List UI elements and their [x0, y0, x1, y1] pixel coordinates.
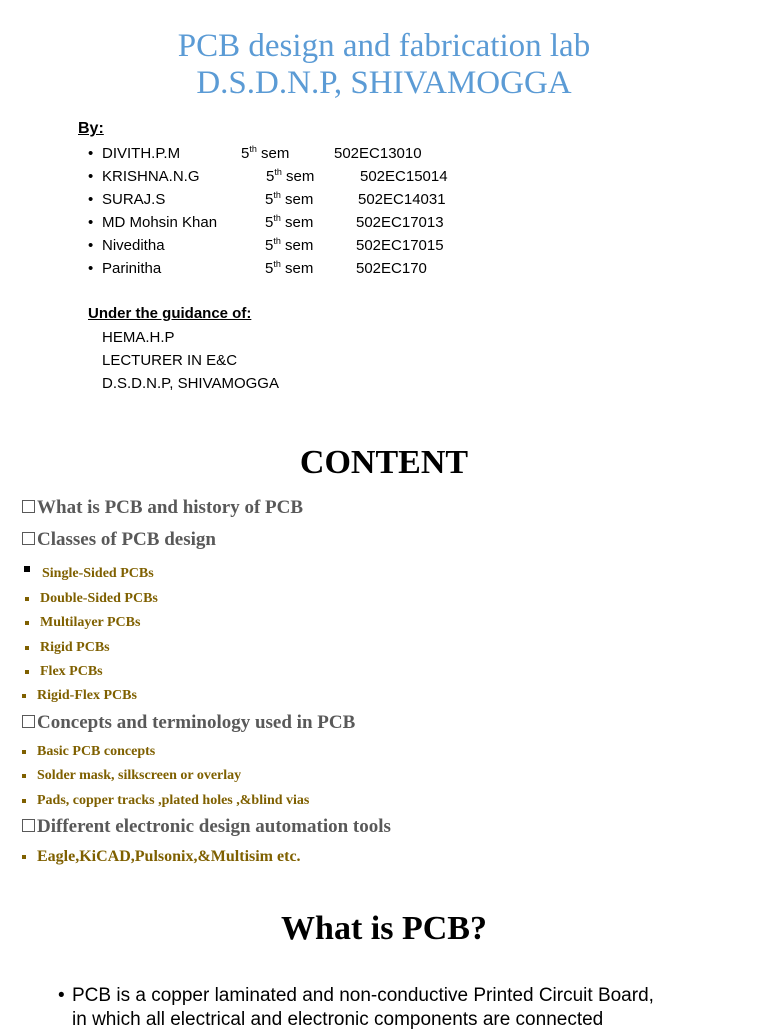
bullet-icon: • [88, 145, 94, 162]
square-bullet-icon [25, 621, 29, 625]
square-bullet-icon [22, 799, 26, 803]
list-item: Double-Sided PCBs [40, 591, 158, 607]
checkbox-bullet-icon [22, 532, 35, 545]
bullet-icon: • [58, 985, 65, 1006]
member-name: Niveditha [102, 237, 165, 254]
member-id: 502EC170 [356, 260, 427, 277]
member-row [88, 165, 588, 188]
member-row [88, 257, 588, 280]
bullet-icon: • [88, 260, 94, 277]
member-row [88, 211, 588, 234]
square-bullet-icon [25, 597, 29, 601]
member-semester: 5th sem [265, 213, 314, 231]
list-item: Basic PCB concepts [37, 744, 155, 760]
member-row [88, 188, 588, 211]
member-id: 502EC14031 [358, 191, 446, 208]
bullet-icon: • [88, 168, 94, 185]
bullet-icon: • [88, 214, 94, 231]
member-name: SURAJ.S [102, 191, 166, 208]
member-id: 502EC13010 [334, 145, 422, 162]
member-id: 502EC15014 [360, 168, 448, 185]
square-bullet-icon [25, 670, 29, 674]
list-item: Single-Sided PCBs [42, 566, 154, 582]
list-item: Pads, copper tracks ,plated holes ,&blind vias [37, 793, 309, 809]
list-item: Multilayer PCBs [40, 615, 140, 631]
bullet-icon: • [88, 191, 94, 208]
member-semester: 5th sem [266, 167, 315, 185]
member-semester: 5th sem [265, 190, 314, 208]
square-bullet-icon [22, 774, 26, 778]
member-row [88, 142, 588, 165]
member-id: 502EC17015 [356, 237, 444, 254]
square-bullet-icon [25, 646, 29, 650]
square-bullet-icon [22, 855, 26, 859]
member-row [88, 234, 588, 257]
section-what-is-pcb: What is PCB and history of PCB [22, 497, 303, 519]
member-semester: 5th sem [241, 144, 290, 162]
member-semester: 5th sem [265, 236, 314, 254]
content-heading: CONTENT [299, 444, 469, 481]
member-name: Parinitha [102, 260, 162, 277]
page-title-line2: D.S.D.N.P, SHIVAMOGGA [196, 65, 572, 101]
checkbox-bullet-icon [22, 500, 35, 513]
square-bullet-icon [24, 566, 30, 572]
what-is-pcb-heading: What is PCB? [281, 910, 487, 947]
guide-name: HEMA.H.P [102, 329, 175, 346]
list-item: Rigid PCBs [40, 640, 110, 656]
list-item: Flex PCBs [40, 664, 103, 680]
section-eda-tools: Different electronic design automation tools [22, 816, 391, 838]
square-bullet-icon [22, 750, 26, 754]
pcb-definition-line2: in which all electrical and electronic components are connected [72, 1009, 604, 1030]
guide-institution: D.S.D.N.P, SHIVAMOGGA [102, 375, 279, 392]
member-id: 502EC17013 [356, 214, 444, 231]
guide-designation: LECTURER IN E&C [102, 352, 238, 369]
square-bullet-icon [22, 694, 26, 698]
list-item: Rigid-Flex PCBs [37, 688, 137, 704]
pcb-definition-line1: PCB is a copper laminated and non-conductive Printed Circuit Board, [72, 985, 654, 1006]
section-classes: Classes of PCB design [22, 529, 216, 551]
by-label: By: [78, 120, 104, 137]
page-title-line1: PCB design and fabrication lab [177, 28, 591, 64]
section-concepts: Concepts and terminology used in PCB [22, 712, 355, 734]
member-name: MD Mohsin Khan [102, 214, 218, 231]
member-name: DIVITH.P.M [102, 145, 181, 162]
checkbox-bullet-icon [22, 715, 35, 728]
checkbox-bullet-icon [22, 819, 35, 832]
member-name: KRISHNA.N.G [102, 168, 200, 185]
bullet-icon: • [88, 237, 94, 254]
list-item: Eagle,KiCAD,Pulsonix,&Multisim etc. [37, 848, 301, 866]
list-item: Solder mask, silkscreen or overlay [37, 768, 241, 784]
member-semester: 5th sem [265, 259, 314, 277]
guidance-label: Under the guidance of: [88, 305, 252, 322]
